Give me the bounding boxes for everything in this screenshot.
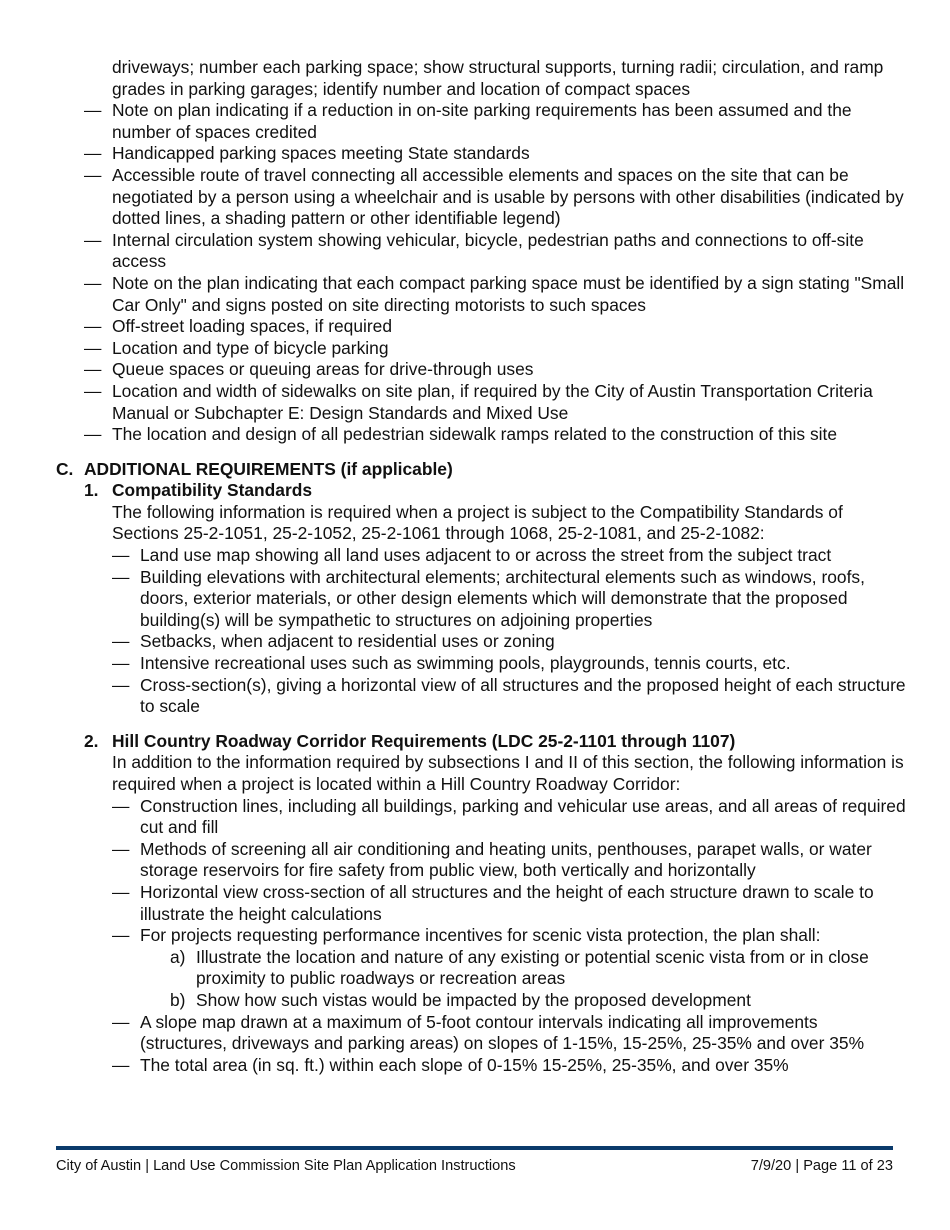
bullet-dash: —	[84, 337, 102, 358]
hill-country-list	[0, 796, 950, 947]
list-item-text: Construction lines, including all buildings, parking and vehicular use areas, and all areas of required cut and fill	[140, 795, 906, 838]
list-item-text: The location and design of all pedestrian sidewalk ramps related to the construction of this site	[112, 424, 838, 445]
list-item	[0, 316, 950, 338]
sub-list-item-text: Show how such vistas would be impacted by the proposed development	[196, 989, 751, 1010]
list-item-text: Setbacks, when adjacent to residential uses or zoning	[140, 631, 555, 652]
bullet-dash: —	[112, 653, 130, 674]
list-item-text: Methods of screening all air conditioning and heating units, penthouses, parapet walls, or water storage reservoirs for fire safety from public view, both vertically and horizontally	[140, 838, 872, 881]
list-item-text: Accessible route of travel connecting all accessible elements and spaces on the site that can be negotiated by a person using a wheelchair and is usable by persons with other disabilities (indicated by dotted lines, a shading pattern or other identifiable legend)	[112, 164, 904, 229]
list-item	[0, 381, 950, 424]
compatibility-standards-heading	[0, 480, 950, 502]
bullet-dash: —	[84, 143, 102, 164]
list-item-text: Note on the plan indicating that each compact parking space must be identified by a sign stating "Small Car Only" and signs posted on site directing motorists to such spaces	[112, 272, 905, 315]
item-1-title: Compatibility Standards	[112, 480, 313, 501]
list-item-text: The total area (in sq. ft.) within each slope of 0-15% 15-25%, 25-35%, and over 35%	[140, 1054, 789, 1075]
compatibility-intro: The following information is required when a project is subject to the Compatibility Standards of Sections 25-2-1051, 25-2-1052, 25-2-1061 through 1068, 25-2-1081, and 25-2-1082:	[112, 501, 843, 544]
list-item-text: For projects requesting performance incentives for scenic vista protection, the plan shall:	[140, 925, 821, 946]
list-item-text: Land use map showing all land uses adjacent to or across the street from the subject tract	[140, 545, 832, 566]
footer-title: City of Austin | Land Use Commission Site Plan Application Instructions	[56, 1158, 516, 1174]
item-2-marker: 2.	[84, 730, 99, 751]
scenic-vista-sublist	[0, 947, 950, 1012]
continued-text: driveways; number each parking space; show structural supports, turning radii; circulation, and ramp grades in parking garages; identify number and location of compact spaces	[112, 57, 884, 99]
item-2-title: Hill Country Roadway Corridor Requirements (LDC 25-2-1101 through 1107)	[112, 730, 736, 751]
bullet-dash: —	[84, 164, 102, 185]
footer-rule	[56, 1146, 893, 1150]
list-item	[0, 338, 950, 360]
bullet-dash: —	[112, 566, 130, 587]
list-item	[0, 1055, 950, 1077]
hill-country-heading	[0, 731, 950, 753]
bullet-dash: —	[112, 1011, 130, 1032]
bullet-dash: a)	[170, 946, 186, 967]
bullet-dash: —	[84, 359, 102, 380]
list-item	[0, 675, 950, 718]
bullet-dash: —	[112, 545, 130, 566]
list-item	[0, 273, 950, 316]
list-item-text: Internal circulation system showing vehicular, bicycle, pedestrian paths and connections to off-site access	[112, 229, 864, 272]
list-item-text: Intensive recreational uses such as swimming pools, playgrounds, tennis courts, etc.	[140, 653, 791, 674]
page-body	[0, 57, 950, 1076]
list-item-text: Building elevations with architectural elements; architectural elements such as windows, roofs, doors, exterior materials, or other design elements which will demonstrate that the proposed building(s) will be sympathetic to structures on adjoining properties	[140, 566, 865, 630]
item-1-marker: 1.	[84, 480, 99, 501]
list-item-text: A slope map drawn at a maximum of 5-foot contour intervals indicating all improvements (structures, driveways and parking areas) on slopes of 1-15%, 15-25%, 25-35% and over 35%	[140, 1011, 865, 1054]
bullet-dash: —	[112, 795, 130, 816]
list-item-text: Location and type of bicycle parking	[112, 337, 389, 358]
list-item	[0, 545, 950, 567]
bullet-dash: —	[112, 925, 130, 946]
footer-page-info: 7/9/20 | Page 11 of 23	[750, 1158, 893, 1174]
bullet-dash: —	[84, 229, 102, 250]
list-item-text: Queue spaces or queuing areas for drive-through uses	[112, 359, 534, 380]
compatibility-list	[0, 545, 950, 718]
parking-requirements-list	[0, 100, 950, 446]
list-item	[0, 567, 950, 632]
bullet-dash: —	[84, 380, 102, 401]
bullet-dash: —	[84, 100, 102, 121]
section-c-heading	[0, 459, 950, 481]
list-item-text: Note on plan indicating if a reduction in on-site parking requirements has been assumed and the number of spaces credited	[112, 100, 852, 142]
list-item	[0, 653, 950, 675]
bullet-dash: —	[112, 631, 130, 652]
list-item	[0, 165, 950, 230]
list-item	[0, 143, 950, 165]
list-item	[0, 1012, 950, 1055]
bullet-dash: —	[112, 674, 130, 695]
sub-list-item-text: Illustrate the location and nature of any existing or potential scenic vista from or in close proximity to public roadways or recreation areas	[196, 946, 869, 989]
list-item	[0, 631, 950, 653]
section-c-marker: C.	[56, 458, 74, 479]
bullet-dash: —	[84, 424, 102, 445]
list-item-text: Handicapped parking spaces meeting State standards	[112, 143, 530, 164]
sub-list-item	[0, 947, 950, 990]
bullet-dash: —	[112, 881, 130, 902]
list-item-text: Location and width of sidewalks on site plan, if required by the City of Austin Transportation Criteria Manual or Subchapter E: Design Standards and Mixed Use	[112, 380, 873, 423]
hill-country-list-continued	[0, 1012, 950, 1077]
list-item-text: Horizontal view cross-section of all structures and the height of each structure drawn to scale to illustrate the height calculations	[140, 881, 874, 924]
bullet-dash: b)	[170, 989, 186, 1010]
hill-country-intro: In addition to the information required by subsections I and II of this section, the following information is required when a project is located within a Hill Country Roadway Corridor:	[112, 752, 904, 794]
sub-list-item	[0, 990, 950, 1012]
section-c-title: ADDITIONAL REQUIREMENTS (if applicable)	[84, 458, 453, 479]
list-item	[0, 424, 950, 446]
list-item	[0, 882, 950, 925]
list-item	[0, 359, 950, 381]
list-item-text: Cross-section(s), giving a horizontal view of all structures and the proposed height of each structure to scale	[140, 674, 906, 717]
bullet-dash: —	[84, 316, 102, 337]
list-item	[0, 925, 950, 947]
list-item	[0, 230, 950, 273]
list-item	[0, 839, 950, 882]
bullet-dash: —	[112, 838, 130, 859]
list-item-text: Off-street loading spaces, if required	[112, 316, 393, 337]
bullet-dash: —	[84, 272, 102, 293]
list-item	[0, 100, 950, 143]
list-item	[0, 796, 950, 839]
bullet-dash: —	[112, 1054, 130, 1075]
